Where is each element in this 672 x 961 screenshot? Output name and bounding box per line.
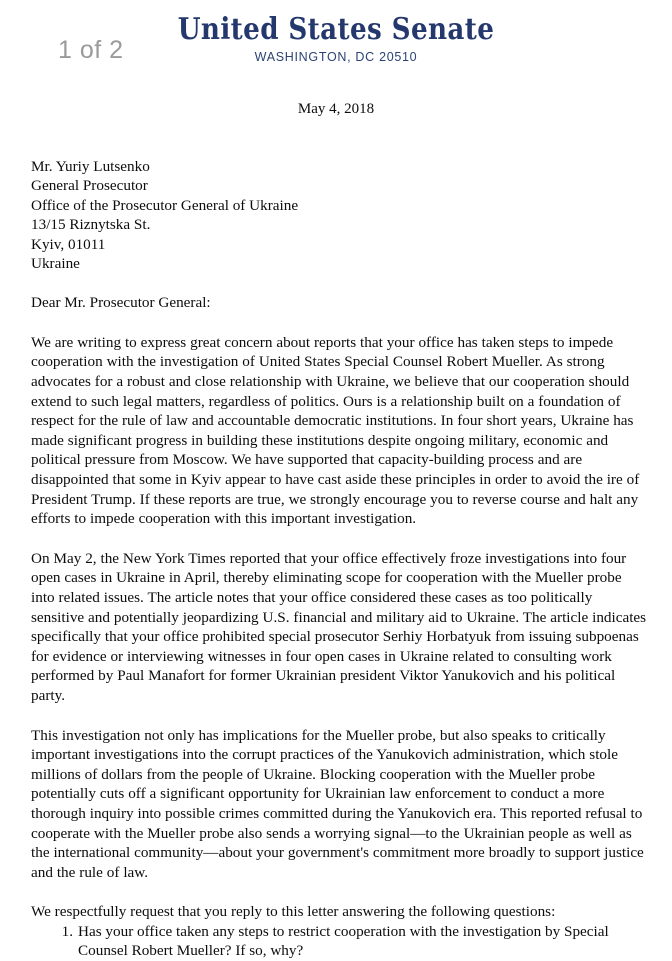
- spacer-paragraph-1: [31, 529, 647, 549]
- address-line: Mr. Yuriy Lutsenko: [31, 158, 150, 175]
- letterhead: [0, 14, 672, 64]
- salutation: Dear Mr. Prosecutor General:: [31, 294, 211, 312]
- page-number-stamp: 1 of 2: [58, 36, 124, 64]
- spacer-paragraph-3: [31, 882, 647, 902]
- spacer-after-date: [31, 119, 647, 157]
- address-line: 13/15 Riznytska St.: [31, 216, 151, 234]
- spacer-paragraph-2: [31, 706, 647, 726]
- senate-letterhead-city: WASHINGTON, DC 20510: [254, 49, 418, 64]
- body-paragraph-2: On May 2, the New York Times reported that your office effectively froze investigations into four open cases in Ukraine in April, thereby eliminating scope for cooperation with the Mueller probe into related issues. The article notes that your office considered these cases as too politically sensitive and potentially jeopardizing U.S. financial and military aid to Ukraine. The article indicates specifically that your office prohibited special prosecutor Serhiy Horbatyuk from issuing subpoenas for evidence or interviewing witnesses in four open cases in Ukraine related to consulting work performed by Paul Manafort for former Ukrainian president Viktor Yanukovich and his political party.: [31, 549, 647, 704]
- body-paragraph-1: We are writing to express great concern about reports that your office has taken steps to impede cooperation with the investigation of United States Special Counsel Robert Mueller. As strong advocates for a robust and close relationship with Ukraine, we believe that our cooperation should extend to such legal matters, regardless of politics. Ours is a relationship built on a foundation of respect for the rule of law and accountable democratic institutions. In four short years, Ukraine has made significant progress in building these institutions despite ongoing military, economic and political pressure from Moscow. We have supported that capacity-building process and are disappointed that some in Kyiv appear to have cast aside these principles in order to avoid the ire of President Trump. If these reports are true, we strongly encourage you to reverse course and halt any efforts to impede cooperation with this important investigation.: [31, 333, 640, 528]
- address-line: General Prosecutor: [31, 177, 148, 195]
- spacer-after-address: [31, 273, 647, 293]
- body-paragraph-3: This investigation not only has implications for the Mueller probe, but also speaks to critically important investigations into the corrupt practices of the Yanukovich administration, which stole millions of dollars from the people of Ukraine. Blocking cooperation with the Mueller probe potentially cuts off a significant opportunity for Ukrainian law enforcement to conduct a more thorough inquiry into possible crimes committed during the Yanukovich era. This reported refusal to cooperate with the Mueller probe also sends a worrying signal—to the Ukrainian people as well as the international community—about your government's commitment more broadly to support justice and the rule of law.: [31, 726, 644, 881]
- request-line: We respectfully request that you reply to this letter answering the following questions:: [31, 903, 556, 921]
- questions-list: [31, 922, 647, 961]
- address-line: Ukraine: [31, 255, 80, 273]
- senate-letterhead-title: United States Senate: [177, 12, 495, 47]
- address-line: Kyiv, 01011: [31, 235, 106, 253]
- letter-body: [31, 100, 647, 961]
- recipient-address-block: [31, 157, 647, 273]
- question-number: 1.: [61, 922, 73, 940]
- spacer-after-salutation: [31, 313, 647, 333]
- question-text: Has your office taken any steps to restrict cooperation with the investigation by Special Counsel Robert Mueller? If so, why?: [78, 922, 609, 960]
- letter-date: May 4, 2018: [297, 101, 375, 117]
- address-line: Office of the Prosecutor General of Ukraine: [31, 196, 299, 214]
- question-list-item: [31, 922, 647, 961]
